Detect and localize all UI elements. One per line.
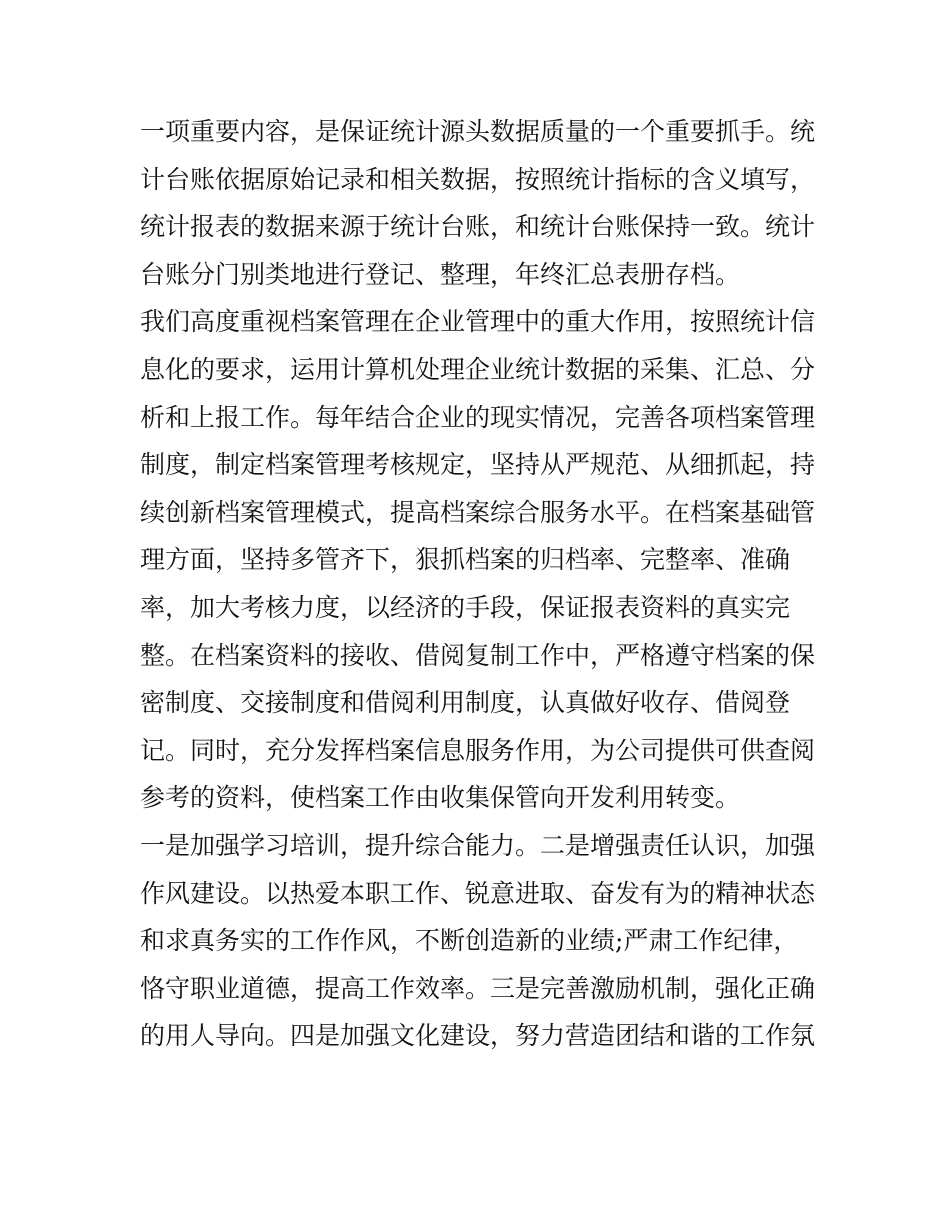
text-line: 续创新档案管理模式，提高档案综合服务水平。在档案基础管 [140, 497, 816, 527]
text-line: 记。同时，充分发挥档案信息服务作用，为公司提供可供查阅 [140, 735, 816, 765]
body-text [140, 108, 820, 1060]
text-line: 理方面，坚持多管齐下，狠抓档案的归档率、完整率、准确 [140, 545, 791, 575]
text-line: 一是加强学习培训，提升综合能力。二是增强责任认识，加强 [140, 830, 816, 860]
text-line: 息化的要求，运用计算机处理企业统计数据的采集、汇总、分 [140, 354, 816, 384]
text-line: 率，加大考核力度，以经济的手段，保证报表资料的真实完 [140, 592, 791, 622]
text-line: 作风建设。以热爱本职工作、锐意进取、奋发有为的精神状态 [140, 878, 816, 908]
text-line: 和求真务实的工作作风，不断创造新的业绩;严肃工作纪律， [140, 926, 799, 956]
text-line: 参考的资料，使档案工作由收集保管向开发利用转变。 [140, 783, 741, 813]
text-line: 密制度、交接制度和借阅利用制度，认真做好收存、借阅登 [140, 688, 791, 718]
text-line: 我们高度重视档案管理在企业管理中的重大作用，按照统计信 [140, 307, 816, 337]
text-line: 制度，制定档案管理考核规定，坚持从严规范、从细抓起，持 [140, 450, 816, 480]
text-line: 恪守职业道德，提高工作效率。三是完善激励机制，强化正确 [140, 973, 816, 1003]
text-line: 析和上报工作。每年结合企业的现实情况，完善各项档案管理 [140, 402, 816, 432]
text-line: 统计报表的数据来源于统计台账，和统计台账保持一致。统计 [140, 212, 816, 242]
text-line: 整。在档案资料的接收、借阅复制工作中，严格遵守档案的保 [140, 640, 816, 670]
text-line: 计台账依据原始记录和相关数据，按照统计指标的含义填写， [140, 164, 816, 194]
text-line: 台账分门别类地进行登记、整理，年终汇总表册存档。 [140, 259, 741, 289]
text-line: 一项重要内容，是保证统计源头数据质量的一个重要抓手。统 [140, 117, 816, 146]
text-line: 的用人导向。四是加强文化建设，努力营造团结和谐的工作氛 [140, 1021, 816, 1051]
